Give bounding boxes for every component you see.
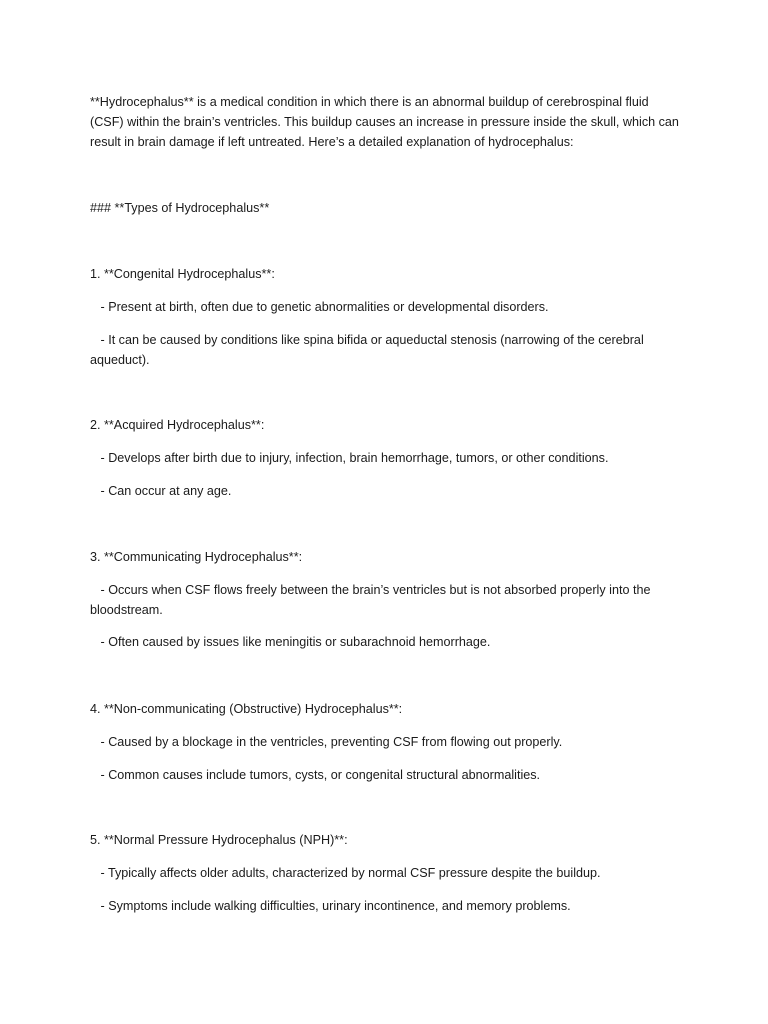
type-title-acquired: 2. **Acquired Hydrocephalus**: — [90, 418, 265, 432]
intro-line: (CSF) within the brain’s ventricles. This buildup causes an increase in pressure inside the skull, which can — [90, 115, 679, 129]
bullet-line: - Often caused by issues like meningitis or subarachnoid hemorrhage. — [90, 635, 491, 649]
bullet-line: - Common causes include tumors, cysts, or congenital structural abnormalities. — [90, 768, 541, 782]
bullet-line: - Occurs when CSF flows freely between the brain’s ventricles but is not absorbed properly into the — [90, 583, 651, 597]
section-heading: ### **Types of Hydrocephalus** — [90, 201, 270, 215]
bullet-line: - Symptoms include walking difficulties, urinary incontinence, and memory problems. — [90, 899, 571, 913]
type-title-nph: 5. **Normal Pressure Hydrocephalus (NPH)**: — [90, 833, 348, 847]
bullet-line-continued: aqueduct). — [90, 353, 150, 367]
bullet-line: - Can occur at any age. — [90, 484, 232, 498]
bullet-line-continued: bloodstream. — [90, 603, 163, 617]
type-title-communicating: 3. **Communicating Hydrocephalus**: — [90, 550, 303, 564]
bullet-line: - Present at birth, often due to genetic abnormalities or developmental disorders. — [90, 300, 549, 314]
bullet-line: - It can be caused by conditions like spina bifida or aqueductal stenosis (narrowing of the cerebral — [90, 333, 644, 347]
type-title-congenital: 1. **Congenital Hydrocephalus**: — [90, 267, 275, 281]
bullet-line: - Typically affects older adults, characterized by normal CSF pressure despite the buildup. — [90, 866, 601, 880]
intro-line: **Hydrocephalus** is a medical condition in which there is an abnormal buildup of cerebrospinal fluid — [90, 95, 649, 109]
intro-line: result in brain damage if left untreated. Here’s a detailed explanation of hydrocephalus: — [90, 135, 574, 149]
bullet-line: - Caused by a blockage in the ventricles, preventing CSF from flowing out properly. — [90, 735, 563, 749]
type-title-non-communicating: 4. **Non-communicating (Obstructive) Hydrocephalus**: — [90, 702, 403, 716]
bullet-line: - Develops after birth due to injury, infection, brain hemorrhage, tumors, or other conditions. — [90, 451, 609, 465]
